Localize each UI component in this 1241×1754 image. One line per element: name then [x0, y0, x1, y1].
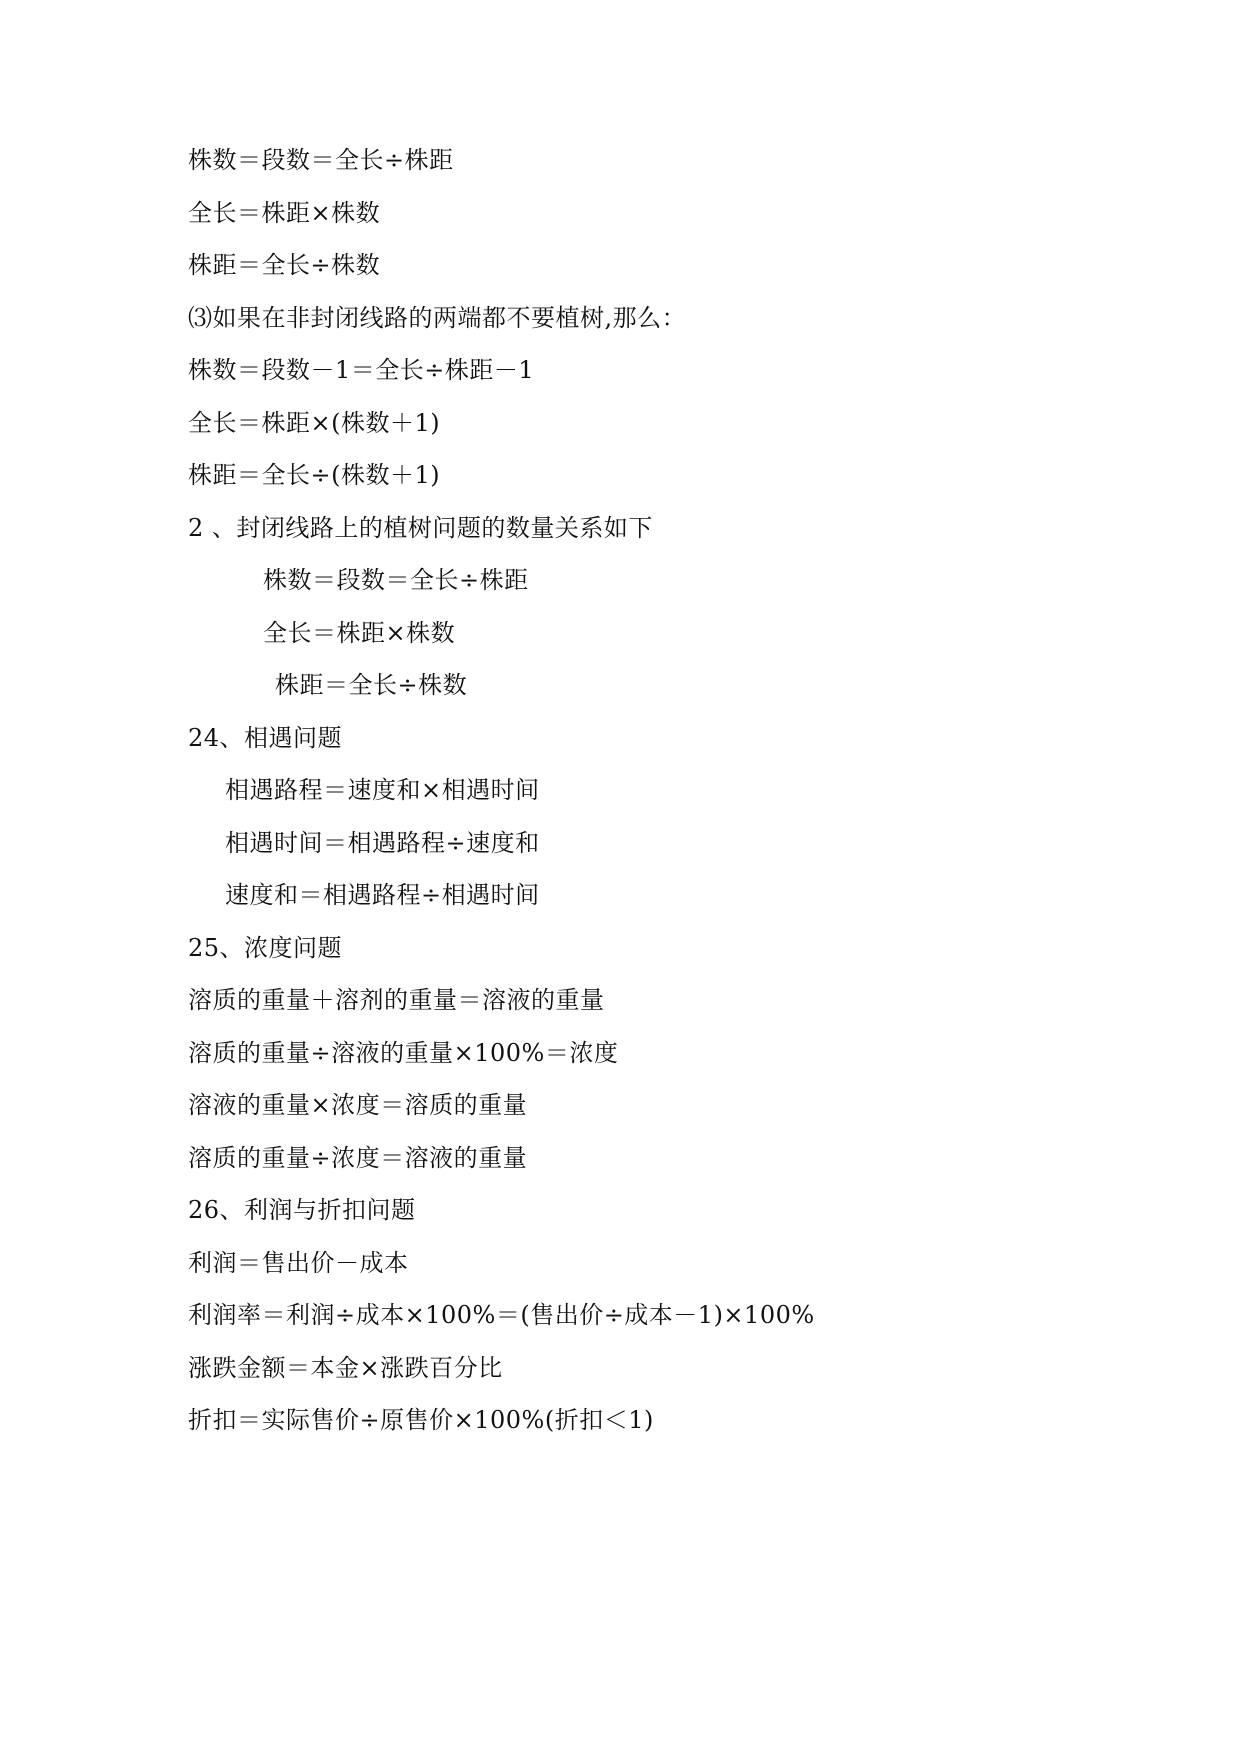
condition-line: ⑶如果在非封闭线路的两端都不要植树,那么： — [188, 304, 687, 332]
formula-line: 溶质的重量÷浓度＝溶液的重量 — [188, 1144, 528, 1172]
formula-line: 全长＝株距×株数 — [263, 619, 456, 647]
section-heading: 24、相遇问题 — [188, 724, 343, 752]
formula-line: 相遇路程＝速度和×相遇时间 — [225, 776, 540, 804]
section-heading: 26、利润与折扣问题 — [188, 1196, 416, 1224]
formula-line: 株距＝全长÷株数 — [188, 251, 381, 279]
formula-line: 溶液的重量×浓度＝溶质的重量 — [188, 1091, 528, 1119]
formula-line: 溶质的重量＋溶剂的重量＝溶液的重量 — [188, 986, 605, 1014]
section-heading: 2 、封闭线路上的植树问题的数量关系如下 — [188, 514, 653, 542]
section-heading: 25、浓度问题 — [188, 934, 343, 962]
formula-line: 速度和＝相遇路程÷相遇时间 — [225, 881, 540, 909]
formula-line: 利润率＝利润÷成本×100%＝(售出价÷成本－1)×100% — [188, 1301, 815, 1329]
formula-line: 全长＝株距×株数 — [188, 199, 381, 227]
formula-line: 溶质的重量÷溶液的重量×100%＝浓度 — [188, 1039, 619, 1067]
formula-line: 折扣＝实际售价÷原售价×100%(折扣＜1) — [188, 1406, 654, 1434]
formula-line: 涨跌金额＝本金×涨跌百分比 — [188, 1354, 503, 1382]
formula-line: 株数＝段数－1＝全长÷株距－1 — [188, 356, 535, 384]
formula-line: 株数＝段数＝全长÷株距 — [188, 146, 454, 174]
formula-line: 利润＝售出价－成本 — [188, 1249, 409, 1277]
formula-line: 株数＝段数＝全长÷株距 — [263, 566, 529, 594]
formula-line: 株距＝全长÷(株数＋1) — [188, 461, 441, 489]
formula-line: 株距＝全长÷株数 — [275, 671, 468, 699]
formula-line: 相遇时间＝相遇路程÷速度和 — [225, 829, 540, 857]
formula-line: 全长＝株距×(株数＋1) — [188, 409, 441, 437]
